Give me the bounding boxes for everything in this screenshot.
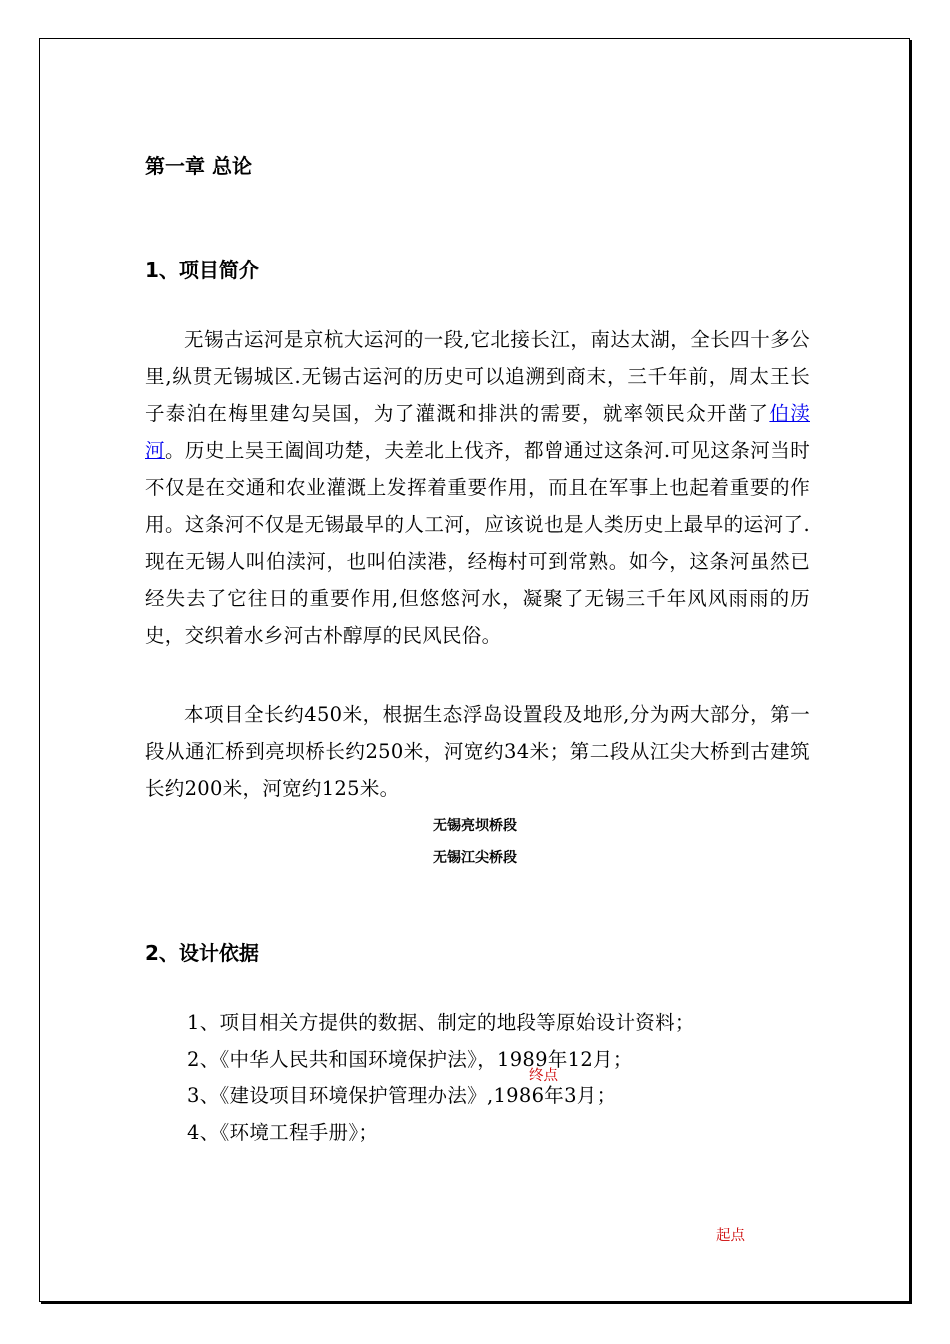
list-item: 3、《建设项目环境保护管理办法》,1986年3月；: [187, 1084, 617, 1107]
caption-liangba-bridge: 无锡亮坝桥段: [433, 818, 517, 834]
intro-text-after-link: 。历史上吴王阖闾功楚，夫差北上伐齐，都曾通过这条河.可见这条河当时不仅是在交通和农业灌溉上发挥着重要作用，而且在军事上也起着重要的作用。这条河不仅是无锡最早的人工河，应该说也是人类历史上最早的运河了.现在无锡人叫伯渎河，也叫伯渎港，经梅村可到常熟。如今，这条河虽然已经失去了它往日的重要作用,但悠悠河水，凝聚了无锡三千年风风雨雨的历史，交织着水乡河古朴醇厚的民风民俗。: [145, 439, 810, 647]
project-scope-paragraph: 本项目全长约450米，根据生态浮岛设置段及地形,分为两大部分，第一段从通汇桥到亮坝桥长约250米，河宽约34米；第二段从江尖大桥到古建筑长约200米，河宽约125米。: [145, 703, 810, 800]
boduhe-link[interactable]: 伯渎河: [145, 402, 810, 462]
intro-paragraph: [145, 321, 810, 654]
list-item: 1、项目相关方提供的数据、制定的地段等原始设计资料；: [187, 1011, 695, 1034]
end-point-marker: 终点: [529, 1068, 558, 1084]
chapter-title: 第一章 总论: [145, 154, 252, 178]
section-1-title: 1、项目简介: [145, 258, 259, 282]
section-2-title: 2、设计依据: [145, 941, 259, 965]
list-item: 4、《环境工程手册》；: [187, 1120, 379, 1144]
list-item: 2、《中华人民共和国环境保护法》，1989年12月；: [187, 1047, 633, 1071]
caption-jiangjian-bridge: 无锡江尖桥段: [433, 850, 517, 866]
start-point-marker: 起点: [716, 1228, 745, 1244]
design-basis-list: [187, 1005, 695, 1151]
intro-text-before-link: 无锡古运河是京杭大运河的一段,它北接长江，南达太湖，全长四十多公里,纵贯无锡城区.无锡古运河的历史可以追溯到商末，三千年前，周太王长子泰泊在梅里建勾吴国，为了灌溉和排洪的需要，就率领民众开凿了: [145, 328, 810, 425]
